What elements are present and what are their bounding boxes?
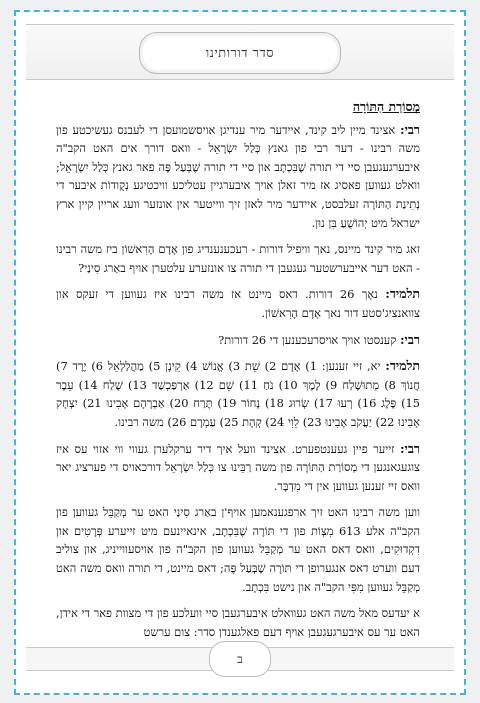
speaker-label: תלמיד: — [385, 286, 420, 302]
paragraph-text: יא, זיי זענען: 1) אָדָם 2) שֵׁת 3) אֱנוֹשׁ 4) קֵינָן 5) מַהֲלַלְאֵל 6) יֶרֶד 7) חֲנוֹךְ 8) מְתוּשֶׁלַח 9) לֶמֶךְ 10) נֹחַ 11) שֵׁם 12) אַרְפַּכְשַׁד 13) שֶׁלַח 14) עֵבֶר 15) פֶּלֶג 16) רְעוּ 17) שְׂרוּג 18) נָחוֹר 19) תֶּרַח 20) אַבְרָהָם אָבִינוּ 21) יִצְחָק אָבִינוּ 22) יַעֲקֹב אָבִינוּ 23) לֵוִי 24) קְהָת 25) עַמְרָם 26) משה רבינו. — [56, 359, 421, 429]
paragraph-text: זאג מיר קינד מיינס, נאך וויפיל דורות - רעכענענדיג פון אָדָם הָרִאשׁוֹן ביז משה רבינו - האט דער אייבערשטער געגעבן די תורה צו אונזערע עלטערן אויף באַרג סִינַי? — [56, 242, 420, 275]
paragraph-text: אצינד מיין ליב קינד, איידער מיר ענדיגן אויסשמועסן די לעבנס געשיכטע פון משה רבינו - דער רבי פון גאנץ כְּלַל יִשְׂרָאֵל - וואס דורך אים האט הקב"ה איבערגעגעבן סיי די תורה שֶׁבִּכְתָב און סיי די תורה שֶׁבְּעַל פֶּה פאר גאנץ כְּלַל יִשְׂרָאֵל; וואלט געווען פאסיג אז מיר זאלן אויך איבערגיין עטליכע וויכטיגע נְקֻודוֹת איבער די נְתִינַת הַתּוֹרָה זעלבסט, איידער מיר לאזן זיך ווייטער אין אונזער וועג אריין קיין ארץ ישראל מיט יְהוֹשֻׁעַ בִּן נוּן. — [56, 122, 420, 230]
page-number-text: ב — [237, 651, 243, 666]
header-cartouche — [139, 32, 341, 74]
paragraph-text: קענסטו אויך אויסרעכענען די 26 דורות? — [218, 332, 397, 347]
page-content — [56, 98, 420, 649]
paragraph — [56, 440, 420, 496]
paragraph-text: ווען משה רבינו האט זיך ארפגענאמען אויף'ן באַרג סִינַי האט ער מְקַבֵּל געווען פון הקב"ה אלע 613 מִצְוֹת פון די תּוֹרָה שֶׁבִּכְתָב, אינאיינעם מיט זייערע פְּרָטִים און דִקְדוּקִים, וואס דאס האט ער מְקַבֵּל געווען פון הקב"ה פון אויסעווייניג, און צוליב דעם ווערט דאס אנגערופן די תּוֹרָה שֶׁבְּעַל פֶּה; דאס מיינט, די תורה וואס משה האט מְקַבֵּל געווען מִפִּי הקב"ה און נישט בִּכְתָב. — [56, 505, 420, 594]
paragraph-text: זייער פיין געענטפערט. אצינד וועל איך דיר ערקלערן געווי ווי אזוי עס איז צוגעגאנגען די מְסוֹרַת הַתּוֹרָה פון משה רַבֵּינוּ צו כְּלַל יִשְׂרָאֵל דורכאויס די פערציג יאר וואס זיי זענען געווען אין די מִדְבָּר. — [56, 441, 420, 493]
paragraph — [56, 121, 420, 233]
speaker-label: רבי: — [399, 331, 420, 347]
document-page — [14, 10, 466, 695]
paragraph-text: א יעדעס מאל משה האט געוואלט איבערגעבן סיי וועלכע פון די מצוות פאר די אידן, האט ער עס איבערגעגעבן אויף דעם פאלגענדן סדר: צום ערשט — [56, 606, 420, 639]
paragraph — [56, 285, 420, 322]
paragraph — [56, 503, 420, 596]
paragraph — [56, 331, 420, 350]
paragraph — [56, 357, 420, 431]
page-number — [209, 641, 271, 677]
speaker-label: רבי: — [399, 440, 420, 456]
paragraph — [56, 240, 420, 277]
speaker-label: תלמיד: — [385, 358, 421, 374]
paragraph — [56, 604, 420, 641]
speaker-label: רבי: — [399, 121, 421, 137]
paragraph-text: נאָך 26 דורות. דאס מיינט אז משה רבינו איז געווען די זעקס און צוואנציג'סטע דור נאך אָדָם הָרִאשׁוֹן. — [56, 287, 420, 320]
section-title: מְסוֹרַת הַתּוֹרָה — [352, 99, 420, 114]
running-title: סדר דורותינו — [205, 46, 275, 61]
